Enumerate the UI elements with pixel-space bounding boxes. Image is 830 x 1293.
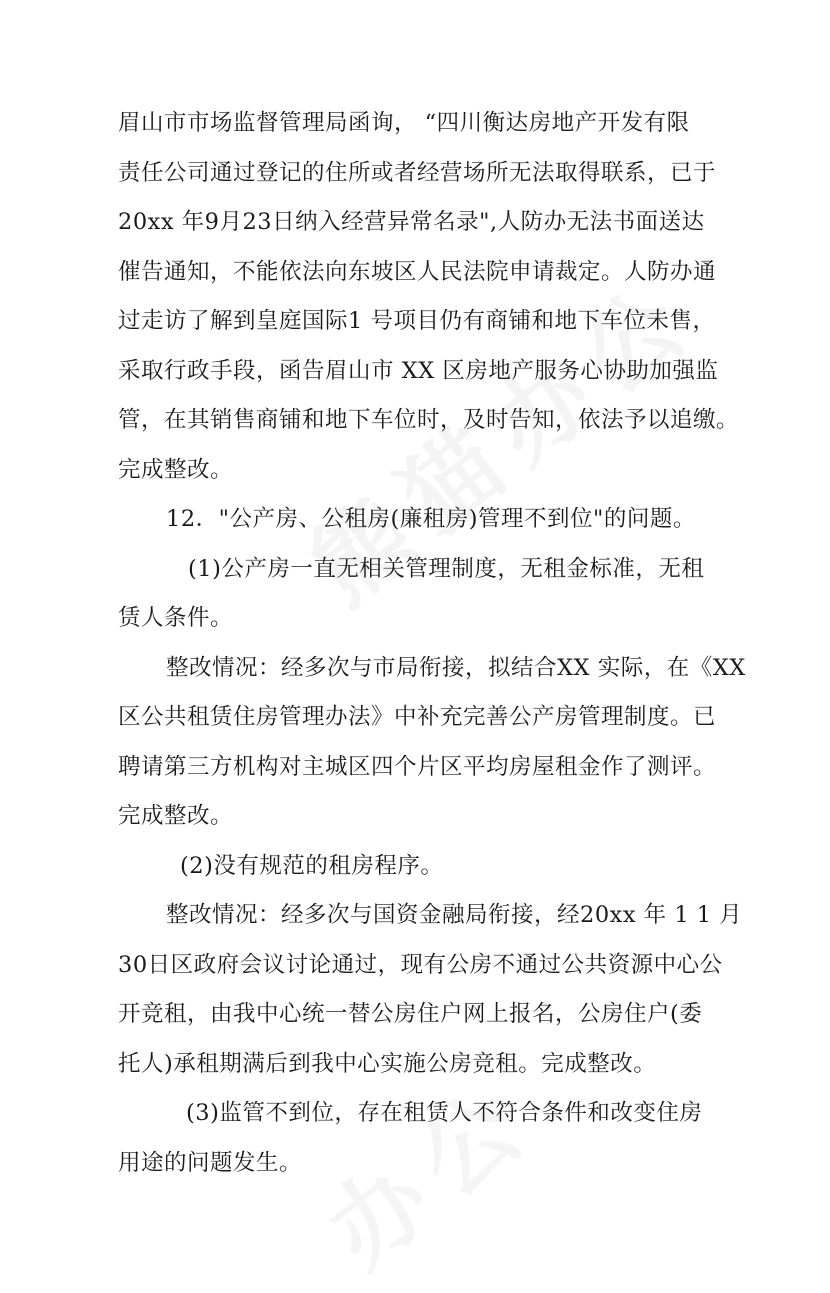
paragraph-line: 开竞租，由我中心统一替公房住户网上报名，公房住户(委 bbox=[118, 1001, 703, 1027]
paragraph-line: 责任公司通过登记的住所或者经营场所无法取得联系，已于 bbox=[118, 159, 717, 186]
paragraph-line: 完成整改。 bbox=[118, 803, 234, 829]
paragraph-line: 完成整改。 bbox=[118, 456, 234, 483]
paragraph-line: 整改情况：经多次与市局衔接，拟结合XX 实际，在《XX bbox=[166, 654, 746, 681]
section-heading: 12．"公产房、公租房(廉租房)管理不到位"的问题。 bbox=[166, 506, 696, 532]
paragraph-line: 整改情况：经多次与国资金融局衔接，经20xx 年 1 1 月 bbox=[166, 902, 743, 928]
paragraph-line: 管，在其销售商铺和地下车位时，及时告知，依法予以追缴。 bbox=[118, 407, 740, 433]
paragraph-line: 过走访了解到皇庭国际1 号项目仍有商铺和地下车位未售， bbox=[118, 308, 716, 334]
paragraph-line: 用途的问题发生。 bbox=[118, 1149, 303, 1176]
paragraph-line: 采取行政手段，函告眉山市 XX 区房地产服务心协助加强监 bbox=[118, 357, 719, 384]
subsection-item: (1)公产房一直无相关管理制度，无租金标准，无租 bbox=[188, 555, 705, 582]
paragraph-line: 催告通知，不能依法向东坡区人民法院申请裁定。人防办通 bbox=[118, 258, 717, 285]
paragraph-line: 眉山市市场监督管理局函询， “四川衡达房地产开发有限 bbox=[118, 110, 690, 136]
paragraph-line: 20xx 年9月23日纳入经营异常名录",人防办无法书面送达 bbox=[118, 209, 705, 235]
paragraph-line: 托人)承租期满后到我中心实施公房竞租。完成整改。 bbox=[118, 1050, 657, 1077]
watermark-secondary bbox=[295, 1000, 605, 1279]
subsection-item: (2)没有规范的租房程序。 bbox=[180, 852, 444, 879]
paragraph-line: 区公共租赁住房管理办法》中补充完善公产房管理制度。已 bbox=[118, 704, 717, 730]
subsection-item: (3)监管不到位，存在租赁人不符合条件和改变住房 bbox=[186, 1100, 703, 1126]
paragraph-line: 聘请第三方机构对主城区四个片区平均房屋租金作了测评。 bbox=[118, 753, 717, 780]
paragraph-line: 赁人条件。 bbox=[118, 605, 234, 631]
paragraph-line: 30日区政府会议讨论通过，现有公房不通过公共资源中心公 bbox=[118, 951, 723, 978]
